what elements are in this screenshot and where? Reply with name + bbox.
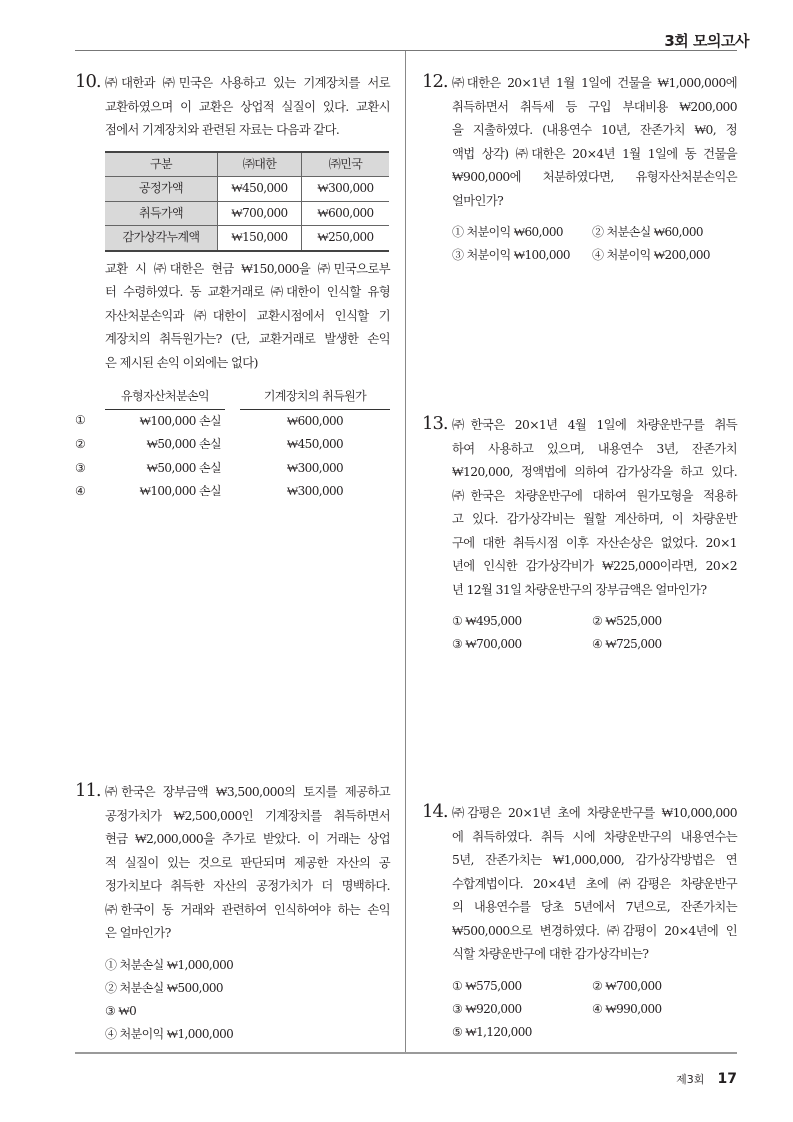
- footer-section: 제3회: [676, 1073, 705, 1086]
- question-body: [452, 72, 737, 267]
- question-text-line: ㈜한국은 20×1년 4월 1일에 차량운반구를 취득: [452, 418, 737, 432]
- page-footer: [676, 1068, 737, 1087]
- answer-option[interactable]: ③ ₩920,000: [452, 1001, 522, 1016]
- footer-rule: [75, 1052, 737, 1054]
- option-value-b: ₩300,000: [286, 460, 344, 475]
- answer-option[interactable]: ① ₩575,000: [452, 978, 522, 993]
- table-header-row: [105, 152, 389, 177]
- question-text-line: 하여 사용하고 있으며, 내용연수 3년, 잔존가치: [452, 441, 737, 456]
- question-number: 12.: [422, 71, 448, 92]
- question-text-line: 자산처분손익과 ㈜대한이 교환시점에서 인식할 기: [105, 308, 390, 323]
- question-text-line: 년에 인식한 감가상각비가 ₩225,000이라면, 20×2: [452, 559, 737, 573]
- table-cell: 공정가액: [105, 177, 218, 202]
- question-number: 14.: [422, 801, 448, 822]
- answer-options: [452, 221, 737, 267]
- question-body: [75, 72, 390, 504]
- options-header-row: [75, 385, 390, 409]
- question-text-line: 터 수령하였다. 동 교환거래로 ㈜대한이 인식할 유형: [105, 285, 390, 299]
- question-text-line: ㈜한국은 차량운반구에 대하여 원가모형을 적용하: [452, 488, 737, 503]
- question-text-line: 수합계법이다. 20×4년 초에 ㈜감평은 차량운반구: [452, 876, 737, 891]
- table-header-cell: 구분: [105, 152, 218, 177]
- answer-option[interactable]: [75, 480, 390, 504]
- question-number: 10.: [75, 71, 101, 92]
- answer-options: [452, 610, 737, 656]
- answer-option[interactable]: ④ 처분이익 ₩1,000,000: [105, 1026, 234, 1041]
- question-text-line: 점에서 기계장치와 관련된 자료는 다음과 같다.: [105, 123, 340, 137]
- answer-option[interactable]: ① 처분이익 ₩60,000: [452, 225, 563, 239]
- table-row: [105, 201, 389, 226]
- option-value-b: ₩450,000: [286, 437, 344, 451]
- question-text-line: 취득하면서 취득세 등 구입 부대비용 ₩200,000: [452, 99, 737, 114]
- question-11: [75, 781, 390, 1046]
- table-cell: ₩450,000: [218, 177, 302, 202]
- table-cell: 감가상각누계액: [105, 226, 218, 251]
- question-text-line: 액법 상각) ㈜대한은 20×4년 1월 1일에 동 건물을: [452, 146, 737, 161]
- answer-option[interactable]: ② ₩525,000: [592, 614, 662, 628]
- question-text-line: 얼마인가?: [452, 193, 504, 208]
- answer-option[interactable]: ④ ₩725,000: [592, 637, 662, 651]
- option-value-a: ₩50,000 손실: [146, 437, 221, 451]
- column-divider: [405, 51, 406, 1052]
- question-text-line: 을 지출하였다. (내용연수 10년, 잔존가치 ₩0, 정: [452, 123, 737, 137]
- question-text-line: 계장치의 취득원가는? (단, 교환거래로 발생한 손익: [105, 332, 390, 346]
- question-text-line: ₩500,000으로 변경하였다. ㈜감평이 20×4년에 인: [452, 923, 737, 938]
- answer-option[interactable]: ③ ₩0: [105, 1003, 137, 1018]
- question-text-line: 5년, 잔존가치는 ₩1,000,000, 감가상각방법은 연: [452, 853, 737, 867]
- question-text-line: 은 제시된 손익 이외에는 없다): [105, 355, 258, 370]
- question-body: [452, 802, 737, 1044]
- header-rule: [75, 50, 737, 51]
- table-row: [105, 226, 389, 251]
- question-text-line: 에 취득하였다. 취득 시에 차량운반구의 내용연수는: [452, 829, 737, 844]
- table-cell: 취득가액: [105, 201, 218, 226]
- option-value-b: ₩600,000: [286, 413, 344, 428]
- table-row: [105, 177, 389, 202]
- answer-options: [105, 954, 390, 1046]
- question-text-line: 고 있다. 감가상각비는 월할 계산하며, 이 차량운반: [452, 512, 737, 526]
- question-text-line: ㈜대한은 20×1년 1월 1일에 건물을 ₩1,000,000에: [452, 76, 737, 90]
- answer-option[interactable]: ② ₩700,000: [592, 978, 662, 993]
- question-body: [105, 781, 390, 1046]
- options-header: 유형자산처분손익: [105, 385, 225, 409]
- answer-option[interactable]: ② 처분손실 ₩500,000: [105, 980, 223, 995]
- option-mark: ④: [75, 484, 86, 498]
- option-mark: ①: [75, 413, 86, 428]
- question-10: [75, 72, 390, 504]
- question-13: [422, 414, 737, 656]
- question-text-line: 교환 시 ㈜대한은 현금 ₩150,000을 ㈜민국으로부: [105, 261, 390, 276]
- answer-options: [452, 975, 737, 1044]
- question-text-line: ₩120,000, 정액법에 의하여 감가상각을 하고 있다.: [452, 465, 737, 479]
- answer-option[interactable]: ⑤ ₩1,120,000: [452, 1024, 532, 1039]
- question-text-line: ₩900,000에 처분하였다면, 유형자산처분손익은: [452, 170, 737, 184]
- option-value-b: ₩300,000: [286, 484, 344, 498]
- question-12: [422, 72, 737, 267]
- table-cell: ₩600,000: [302, 201, 390, 226]
- option-mark: ③: [75, 460, 86, 475]
- question-text-line: 년 12월 31일 차량운반구의 장부금액은 얼마인가?: [452, 582, 707, 597]
- question-text-line: 교환하였으며 이 교환은 상업적 실질이 있다. 교환시: [105, 99, 390, 114]
- option-mark: ②: [75, 437, 86, 451]
- table-cell: ₩300,000: [302, 177, 390, 202]
- answer-option[interactable]: [75, 457, 390, 481]
- table-cell: ₩700,000: [218, 201, 302, 226]
- option-value-a: ₩100,000 손실: [139, 484, 221, 498]
- options-header: 기계장치의 취득원가: [240, 385, 390, 409]
- question-text-line: 적 실질이 있는 것으로 판단되며 제공한 자산의 공: [105, 855, 390, 870]
- table-cell: ₩250,000: [302, 226, 390, 251]
- question-text-line: 정가치보다 취득한 자산의 공정가치가 더 명백하다.: [105, 879, 390, 893]
- question-text-line: ㈜한국이 동 거래와 관련하여 인식하여야 하는 손익: [105, 902, 390, 917]
- answer-option[interactable]: ④ 처분이익 ₩200,000: [592, 248, 710, 262]
- data-table: [105, 151, 389, 252]
- answer-option[interactable]: ④ ₩990,000: [592, 1001, 662, 1016]
- answer-option[interactable]: ① 처분손실 ₩1,000,000: [105, 957, 234, 972]
- answer-option[interactable]: ③ ₩700,000: [452, 637, 522, 651]
- option-value-a: ₩50,000 손실: [146, 460, 221, 475]
- answer-option[interactable]: [75, 409, 390, 433]
- question-text-line: 의 내용연수를 당초 5년에서 7년으로, 잔존가치는: [452, 900, 737, 914]
- question-text-line: 식할 차량운반구에 대한 감가상각비는?: [452, 947, 649, 961]
- question-text-line: 현금 ₩2,000,000을 추가로 받았다. 이 거래는 상업: [105, 832, 390, 846]
- question-number: 13.: [422, 413, 448, 434]
- question-14: [422, 802, 737, 1044]
- question-text-line: 은 얼마인가?: [105, 926, 171, 940]
- answer-options: [75, 385, 390, 504]
- answer-option[interactable]: ③ 처분이익 ₩100,000: [452, 248, 570, 262]
- question-text-line: ㈜대한과 ㈜민국은 사용하고 있는 기계장치를 서로: [105, 76, 390, 90]
- question-number: 11.: [75, 780, 101, 801]
- option-value-a: ₩100,000 손실: [139, 413, 221, 428]
- table-cell: ₩150,000: [218, 226, 302, 251]
- table-header-cell: ㈜민국: [302, 152, 390, 177]
- question-text-line: 구에 대한 취득시점 이후 자산손상은 없었다. 20×1: [452, 535, 737, 550]
- answer-option[interactable]: [75, 433, 390, 457]
- page-number: 17: [717, 1071, 737, 1087]
- question-text-line: ㈜한국은 장부금액 ₩3,500,000의 토지를 제공하고: [105, 785, 390, 799]
- question-text-line: 공정가치가 ₩2,500,000인 기계장치를 취득하면서: [105, 808, 390, 823]
- page-header-title: 3회 모의고사: [664, 32, 749, 50]
- answer-option[interactable]: ② 처분손실 ₩60,000: [592, 225, 703, 239]
- table-header-cell: ㈜대한: [218, 152, 302, 177]
- question-text-line: ㈜감평은 20×1년 초에 차량운반구를 ₩10,000,000: [452, 806, 737, 820]
- question-body: [452, 414, 737, 656]
- answer-option[interactable]: ① ₩495,000: [452, 614, 522, 628]
